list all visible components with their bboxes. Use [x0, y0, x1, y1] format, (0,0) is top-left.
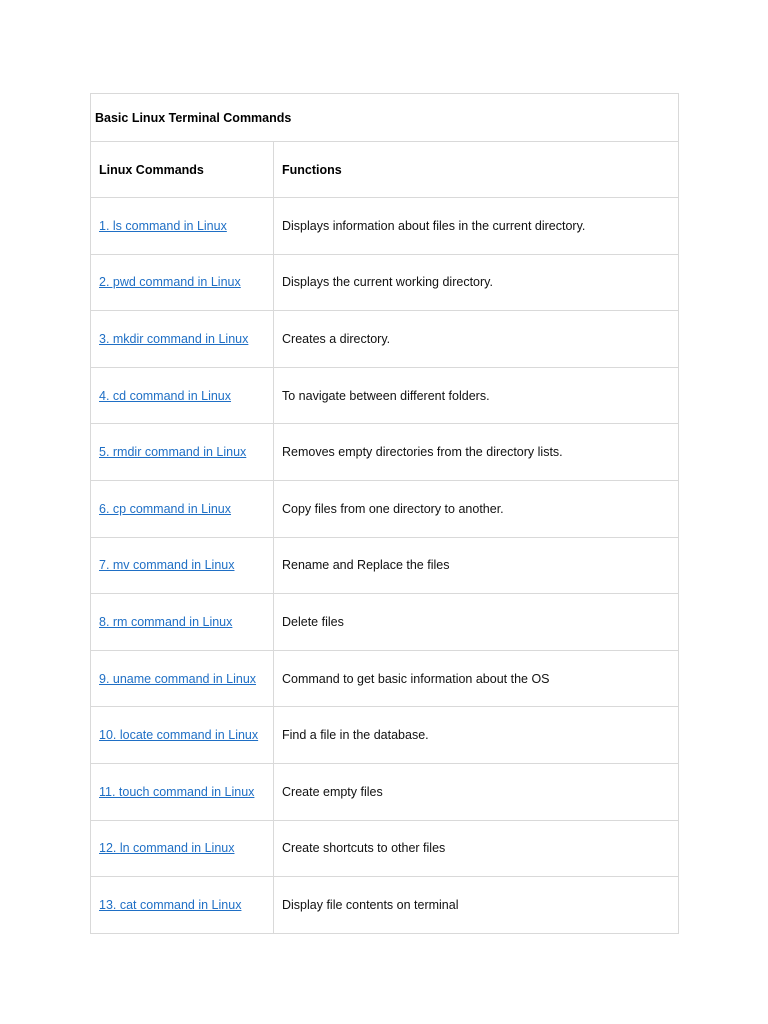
table-row: [91, 537, 679, 594]
table-title-row: [91, 94, 679, 142]
command-link-cd[interactable]: 4. cd command in Linux: [99, 388, 232, 403]
command-link-touch[interactable]: 11. touch command in Linux: [99, 784, 255, 799]
table-row: [91, 480, 679, 537]
command-link-mkdir[interactable]: 3. mkdir command in Linux: [99, 331, 249, 346]
table-row: [91, 424, 679, 481]
table-header-row: [91, 142, 679, 198]
function-cell: Display file contents on terminal: [274, 877, 679, 934]
function-cell: Copy files from one directory to another.: [274, 480, 679, 537]
function-cell: Find a file in the database.: [274, 707, 679, 764]
command-cell: [91, 480, 274, 537]
table-title: Basic Linux Terminal Commands: [91, 94, 679, 142]
command-cell: [91, 198, 274, 255]
table-row: [91, 254, 679, 311]
function-cell: To navigate between different folders.: [274, 367, 679, 424]
table-row: [91, 820, 679, 877]
command-cell: [91, 594, 274, 651]
table-row: [91, 707, 679, 764]
table-row: [91, 311, 679, 368]
table-row: [91, 594, 679, 651]
command-cell: [91, 537, 274, 594]
table-row: [91, 367, 679, 424]
function-cell: Creates a directory.: [274, 311, 679, 368]
command-link-pwd[interactable]: 2. pwd command in Linux: [99, 275, 241, 290]
command-link-cp[interactable]: 6. cp command in Linux: [99, 501, 232, 516]
command-cell: [91, 311, 274, 368]
table-row: [91, 877, 679, 934]
function-cell: Command to get basic information about the OS: [274, 650, 679, 707]
header-functions: Functions: [274, 142, 679, 198]
command-link-locate[interactable]: 10. locate command in Linux: [99, 728, 259, 743]
command-cell: [91, 650, 274, 707]
table-body: [91, 94, 679, 934]
table-row: [91, 650, 679, 707]
command-cell: [91, 707, 274, 764]
command-link-ls[interactable]: 1. ls command in Linux: [99, 218, 227, 233]
linux-commands-table: [90, 93, 679, 934]
command-cell: [91, 254, 274, 311]
command-link-mv[interactable]: 7. mv command in Linux: [99, 558, 235, 573]
command-cell: [91, 877, 274, 934]
header-linux-commands: Linux Commands: [91, 142, 274, 198]
function-cell: Create shortcuts to other files: [274, 820, 679, 877]
function-cell: Rename and Replace the files: [274, 537, 679, 594]
function-cell: Removes empty directories from the directory lists.: [274, 424, 679, 481]
command-link-ln[interactable]: 12. ln command in Linux: [99, 841, 235, 856]
command-link-rmdir[interactable]: 5. rmdir command in Linux: [99, 445, 247, 460]
command-link-rm[interactable]: 8. rm command in Linux: [99, 614, 233, 629]
command-cell: [91, 763, 274, 820]
command-link-cat[interactable]: 13. cat command in Linux: [99, 897, 242, 912]
command-cell: [91, 820, 274, 877]
command-cell: [91, 367, 274, 424]
function-cell: Delete files: [274, 594, 679, 651]
function-cell: Create empty files: [274, 763, 679, 820]
table-row: [91, 198, 679, 255]
command-link-uname[interactable]: 9. uname command in Linux: [99, 671, 257, 686]
table-row: [91, 763, 679, 820]
function-cell: Displays information about files in the current directory.: [274, 198, 679, 255]
command-cell: [91, 424, 274, 481]
function-cell: Displays the current working directory.: [274, 254, 679, 311]
